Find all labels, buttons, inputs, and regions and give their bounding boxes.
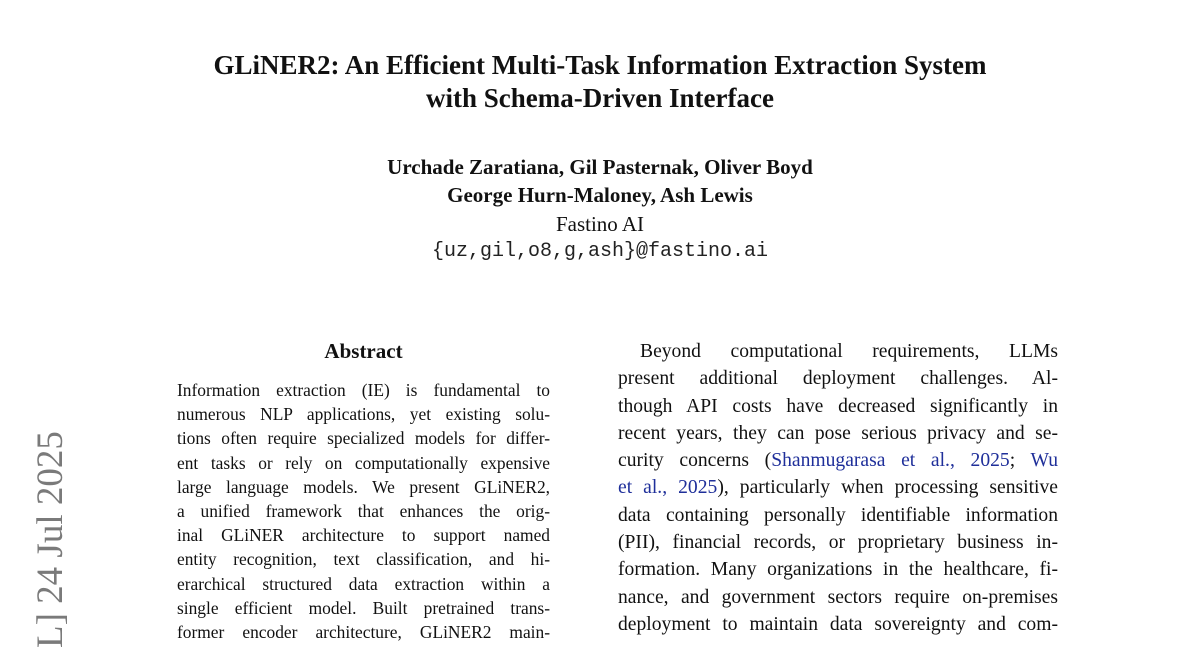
abstract-line: a unified framework that enhances the orig- bbox=[177, 501, 550, 522]
title-line-2: with Schema-Driven Interface bbox=[426, 83, 774, 113]
email: {uz,gil,o8,g,ash}@fastino.ai bbox=[431, 240, 769, 263]
citation-link-shanmugarasa[interactable]: Shanmugarasa et al., 2025 bbox=[771, 450, 1010, 472]
abstract-body bbox=[177, 378, 550, 644]
paper-title bbox=[0, 49, 1200, 115]
abstract-line: erarchical structured data extraction within a bbox=[177, 573, 550, 594]
abstract-line: inal GLiNER architecture to support named bbox=[177, 525, 550, 546]
body-line: deployment to maintain data sovereignty and com- bbox=[618, 613, 1058, 635]
abstract-line: former encoder architecture, GLiNER2 main- bbox=[177, 622, 550, 643]
abstract-line: Information extraction (IE) is fundamental to bbox=[177, 380, 550, 400]
affiliation: Fastino AI bbox=[555, 212, 645, 236]
abstract-line: entity recognition, text classification, and hi- bbox=[177, 549, 550, 570]
authors bbox=[0, 153, 1200, 209]
author-line-1: Urchade Zaratiana, Gil Pasternak, Oliver Boyd bbox=[387, 155, 813, 179]
body-text-fragment: curity concerns ( bbox=[618, 450, 772, 472]
abstract-line: large language models. We present GLiNER2, bbox=[177, 476, 550, 497]
abstract-line: single efficient model. Built pretrained trans- bbox=[177, 597, 550, 618]
body-line bbox=[618, 474, 1058, 501]
body-line: formation. Many organizations in the healthcare, fi- bbox=[618, 559, 1058, 581]
title-line-1: GLiNER2: An Efficient Multi-Task Information Extraction System bbox=[213, 50, 987, 80]
body-line: present additional deployment challenges. Al- bbox=[618, 368, 1058, 390]
body-line: recent years, they can pose serious privacy and se- bbox=[618, 422, 1058, 444]
citation-link-wu-part2[interactable]: et al., 2025 bbox=[618, 477, 718, 499]
abstract-heading: Abstract bbox=[324, 339, 403, 363]
body-line: data containing personally identifiable information bbox=[618, 504, 1058, 526]
abstract-line: tions often require specialized models for differ- bbox=[177, 428, 550, 449]
body-line: (PII), financial records, or proprietary business in- bbox=[618, 532, 1058, 554]
body-line: though API costs have decreased significantly in bbox=[618, 395, 1058, 417]
abstract-line: ent tasks or rely on computationally expensive bbox=[177, 452, 550, 473]
body-line: nance, and government sectors require on-premises bbox=[618, 586, 1058, 608]
body-line bbox=[618, 447, 1058, 474]
citation-link-wu-part1[interactable]: Wu bbox=[1030, 450, 1058, 472]
body-text-fragment: ), particularly when processing sensitive bbox=[717, 477, 1058, 499]
body-text-fragment: ; bbox=[1009, 450, 1031, 472]
body-line: Beyond computational requirements, LLMs bbox=[640, 341, 1058, 362]
body-right-column bbox=[618, 338, 1058, 638]
arxiv-stamp: L] 24 Jul 2025 bbox=[30, 431, 71, 648]
abstract-line: numerous NLP applications, yet existing solu- bbox=[177, 404, 550, 425]
author-line-2: George Hurn-Maloney, Ash Lewis bbox=[447, 183, 753, 207]
